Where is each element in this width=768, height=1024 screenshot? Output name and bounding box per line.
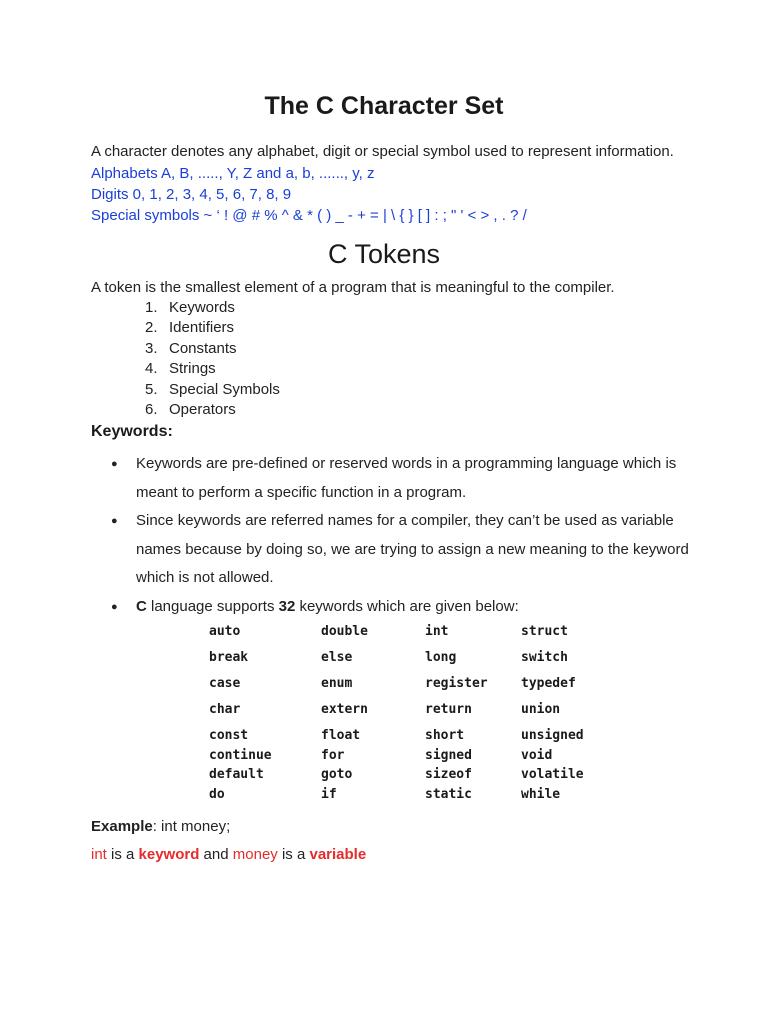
keywords-bullet-list bbox=[111, 450, 701, 622]
list-item: 1. Keywords bbox=[145, 299, 235, 316]
table-row: char extern return union bbox=[209, 702, 561, 718]
bullet-icon: ● bbox=[111, 515, 118, 528]
token-list bbox=[145, 298, 280, 420]
table-row: continue for signed void bbox=[209, 747, 553, 763]
table-row: auto double int struct bbox=[209, 624, 568, 639]
alphabets-line: Alphabets A, B, ....., Y, Z and a, b, ......, y, z bbox=[91, 165, 375, 182]
table-row: const float short unsigned bbox=[209, 728, 584, 744]
bullet-icon: ● bbox=[111, 458, 118, 470]
table-row: break else long switch bbox=[209, 650, 568, 666]
list-item: 4. Strings bbox=[145, 360, 216, 378]
table-row: default goto sizeof volatile bbox=[209, 767, 584, 783]
bullet-icon: ● bbox=[111, 600, 118, 613]
example-line: Example: int money; bbox=[91, 818, 231, 835]
tokens-heading: C Tokens bbox=[327, 239, 441, 269]
list-item: 6. Operators bbox=[145, 400, 236, 418]
digits-line: Digits 0, 1, 2, 3, 4, 5, 6, 7, 8, 9 bbox=[91, 186, 292, 203]
keywords-heading: Keywords: bbox=[91, 423, 173, 440]
keywords-table bbox=[209, 624, 584, 806]
list-item: ● Keywords are pre-defined or reserved words in a programming language which is meant to perform a specific function in a program. bbox=[111, 450, 701, 507]
page-title: The C Character Set bbox=[264, 92, 504, 120]
intro-text: A character denotes any alphabet, digit or special symbol used to represent information. bbox=[91, 143, 674, 160]
list-item: 2. Identifiers bbox=[145, 319, 235, 337]
list-item: 3. Constants bbox=[145, 339, 237, 357]
list-item: ● C language supports 32 keywords which are given below: bbox=[111, 593, 701, 622]
special-symbols-line: Special symbols ~ ‘ ! @ # % ^ & * ( ) _ - + = | \ { } [ ] : ; " ' < > , . ? / bbox=[91, 207, 527, 224]
table-row: do if static while bbox=[209, 786, 561, 802]
tokens-intro: A token is the smallest element of a program that is meaningful to the compiler. bbox=[91, 279, 615, 296]
list-item: 5. Special Symbols bbox=[145, 380, 280, 398]
list-item: ● Since keywords are referred names for a compiler, they can’t be used as variable names because by doing so, we are trying to assign a new meaning to the keyword which is not allowed. bbox=[111, 507, 701, 593]
table-row: case enum register typedef bbox=[209, 676, 576, 692]
example-explanation: int is a keyword and money is a variable bbox=[91, 846, 367, 863]
